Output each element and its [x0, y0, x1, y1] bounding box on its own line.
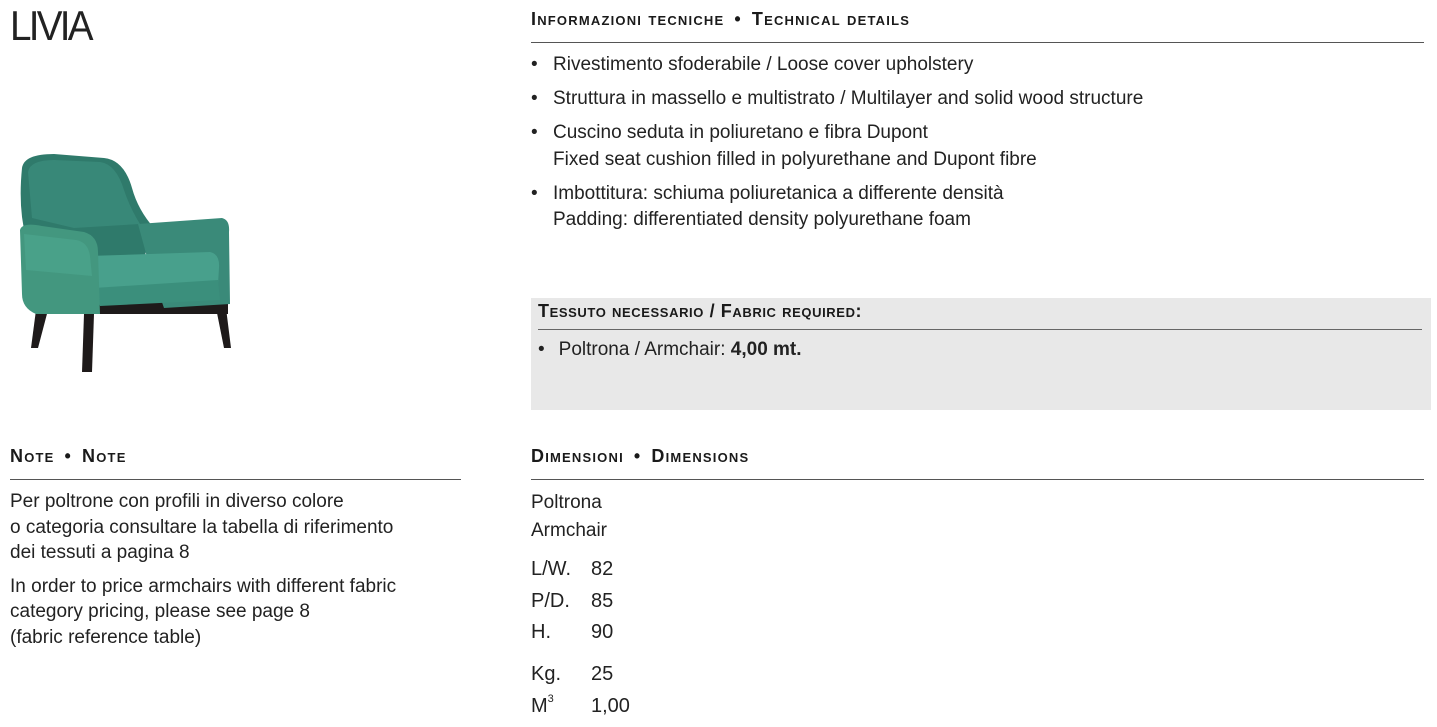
dimensions-header [531, 446, 1424, 480]
dimensions-heading: Dimensioni • Dimensions [531, 446, 750, 466]
fabric-item-value: 4,00 mt. [730, 339, 802, 360]
note-header [10, 446, 461, 480]
bullet-icon: • [531, 54, 538, 75]
list-item: • Cuscino seduta in poliuretano e fibra Dupont Fixed seat cushion filled in polyurethane and Dupont fibre [531, 122, 1037, 170]
technical-details-header [531, 8, 1424, 43]
note-heading: Note • Note [10, 446, 127, 466]
heading-en: Technical details [751, 9, 911, 29]
note-paragraph-it: Per poltrone con profili in diverso colore o categoria consultare la tabella di riferimento dei tessuti a pagina 8 [10, 491, 394, 563]
dimension-row-depth: P/D. 85 [531, 590, 614, 612]
technical-details-list [531, 52, 1424, 241]
fabric-item [538, 339, 802, 361]
dimension-row-weight: Kg. 25 [531, 663, 614, 685]
fabric-required-box [531, 298, 1431, 410]
dimensions-model: Poltrona Armchair [531, 492, 608, 541]
heading-it: Informazioni tecniche [531, 9, 725, 29]
divider [538, 329, 1422, 330]
bullet-icon: • [531, 182, 538, 204]
dimension-row-volume: $M^3$ 1,00 [531, 693, 630, 717]
chair-leg-front [82, 314, 94, 372]
bullet-icon: • [538, 339, 545, 360]
heading-separator: • [734, 9, 742, 29]
bullet-icon: • [531, 88, 538, 109]
dimension-row-width: L/W. 82 [531, 558, 614, 580]
armchair-image [14, 148, 238, 380]
list-item: • Imbottitura: schiuma poliuretanica a differente densità Padding: differentiated density polyurethane foam [531, 182, 1004, 230]
bullet-icon: • [531, 122, 538, 143]
list-item: • Rivestimento sfoderabile / Loose cover upholstery [531, 52, 1424, 79]
note-text [10, 489, 470, 658]
product-title: LIVIA [10, 2, 91, 49]
fabric-required-heading: Tessuto necessario / Fabric required: [538, 301, 863, 321]
fabric-item-label: Poltrona / Armchair: [558, 339, 726, 360]
technical-details-heading [531, 9, 910, 30]
dimension-row-height: H. 90 [531, 621, 614, 643]
list-item: • Struttura in massello e multistrato / Multilayer and solid wood structure [531, 86, 1424, 113]
note-paragraph-en: In order to price armchairs with different fabric category pricing, please see page 8 (fabric reference table) [10, 575, 397, 648]
chair-leg-front-left [31, 310, 48, 348]
